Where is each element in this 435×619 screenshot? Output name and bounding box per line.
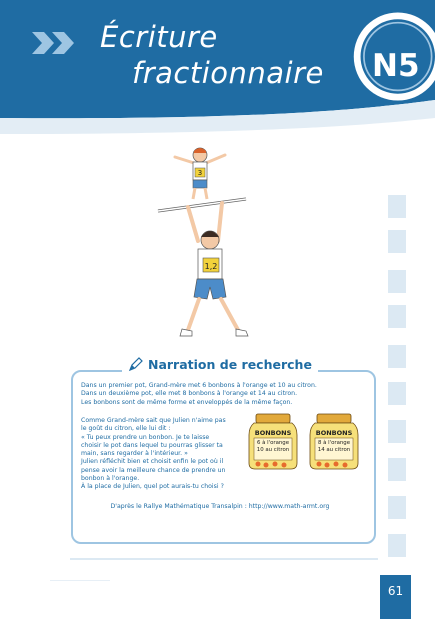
problem-intro <box>81 382 371 407</box>
sidebar-decoration <box>388 382 406 405</box>
jar-2-lemon: 14 au citron <box>317 447 351 453</box>
jar-2-brand: BONBONS <box>315 429 353 437</box>
text-line: pense avoir la meilleure chance de prendre un <box>81 466 226 474</box>
text-line: Dans un premier pot, Grand-mère met 6 bonbons à l'orange et 10 au citron. <box>81 382 317 389</box>
divider <box>50 580 110 581</box>
sidebar-decoration <box>388 420 406 443</box>
text-line: le goût du citron, elle lui dit : <box>81 425 171 433</box>
narration-title: Narration de recherche <box>148 356 312 372</box>
text-line: Dans un deuxième pot, elle met 8 bonbons à l'orange et 14 au citron. <box>81 390 298 398</box>
text-line: Comme Grand-mère sait que Julien n'aime pas <box>81 417 226 424</box>
text-line: Julien réfléchit bien et choisit enfin le pot où il <box>81 458 224 466</box>
pencil-icon <box>128 356 144 372</box>
jar-1-orange: 6 à l'orange <box>256 440 290 446</box>
text-line: « Tu peux prendre un bonbon. Je te laisse <box>81 433 210 441</box>
text-line: Les bonbons sont de même forme et enveloppés de la même façon. <box>81 398 293 406</box>
sidebar-decoration <box>388 496 406 519</box>
chapter-title-line1: Écriture <box>100 20 218 54</box>
text-line: bonbon à l'orange. <box>81 475 140 483</box>
text-line: main, sans regarder à l'intérieur. » <box>81 450 188 458</box>
chapter-code: N5 <box>372 48 420 84</box>
sidebar-decoration <box>388 230 406 253</box>
jar-2-orange: 8 à l'orange <box>317 440 351 446</box>
sidebar-decoration <box>388 534 406 557</box>
sidebar-decoration <box>388 305 406 328</box>
page-number: 61 <box>387 584 404 598</box>
jar-1-lemon: 10 au citron <box>256 447 290 453</box>
source-credit: D'après le Rallye Mathématique Transalpin : http://www.math-armt.org <box>110 503 330 510</box>
divider <box>70 558 378 560</box>
sidebar-decoration <box>388 345 406 368</box>
bottom-bib-number: 1,2 <box>204 262 218 271</box>
top-bib-number: 3 <box>197 169 203 177</box>
narration-header <box>122 356 318 372</box>
double-chevron-icon <box>30 30 80 56</box>
acrobats-illustration <box>150 145 300 350</box>
sidebar-decoration <box>388 458 406 481</box>
text-line: À la place de Julien, quel pot aurais-tu choisi ? <box>81 483 224 491</box>
text-line: choisir le pot dans lequel tu pourras glisser ta <box>81 441 223 449</box>
sidebar-decoration <box>388 195 406 218</box>
chapter-title-line2: fractionnaire <box>132 56 324 90</box>
sidebar-decoration <box>388 270 406 293</box>
jar-1-brand: BONBONS <box>254 429 292 437</box>
